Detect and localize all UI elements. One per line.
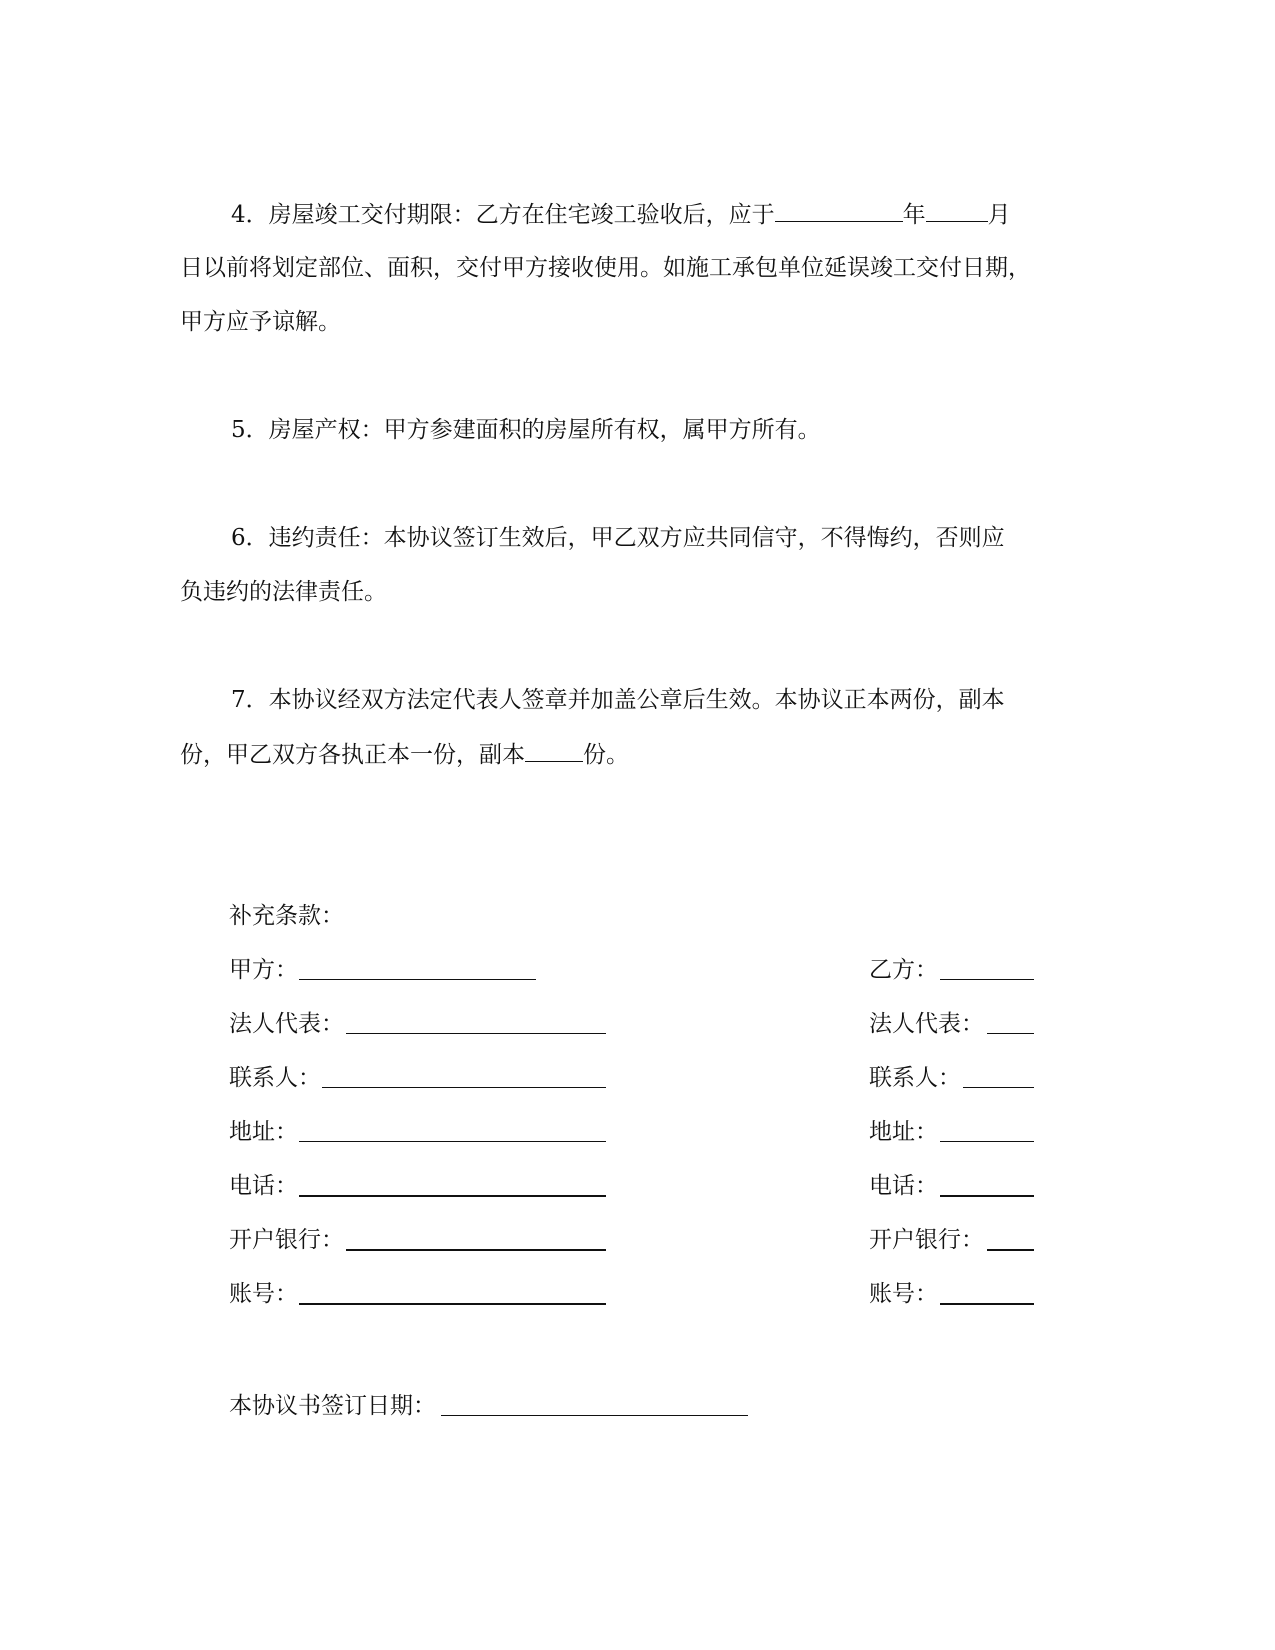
clause-4-line-2: 日以前将划定部位、面积，交付甲方接收使用。如施工承包单位延误竣工交付日期， bbox=[180, 255, 1031, 281]
party-b-contact-label: 联系人： bbox=[869, 1065, 961, 1091]
party-a-phone-label: 电话： bbox=[229, 1173, 298, 1199]
party-a-address-field[interactable] bbox=[299, 1141, 606, 1142]
party-b-name-label: 乙方： bbox=[869, 957, 938, 983]
party-a-name-label: 甲方： bbox=[229, 957, 298, 983]
signing-date-label: 本协议书签订日期： bbox=[229, 1393, 436, 1419]
clause-5-line-1 bbox=[231, 415, 821, 445]
party-a-account-field[interactable] bbox=[299, 1303, 606, 1305]
month-label: 月 bbox=[987, 202, 1011, 228]
party-b-phone-label: 电话： bbox=[869, 1173, 938, 1199]
clause-6-number: 6． bbox=[231, 525, 269, 551]
clause-4-number: 4． bbox=[231, 202, 269, 228]
year-label: 年 bbox=[902, 202, 926, 228]
year-blank[interactable] bbox=[775, 199, 903, 222]
clause-5-text: 房屋产权：甲方参建面积的房屋所有权，属甲方所有。 bbox=[268, 417, 821, 443]
party-a-contact-label: 联系人： bbox=[229, 1065, 321, 1091]
party-a-address-label: 地址： bbox=[229, 1119, 298, 1145]
party-b-address-label: 地址： bbox=[869, 1119, 938, 1145]
party-b-rep-label: 法人代表： bbox=[869, 1011, 984, 1037]
party-a-rep-field[interactable] bbox=[346, 1033, 606, 1034]
clause-4-line-3: 甲方应予谅解。 bbox=[180, 309, 341, 335]
clause-7-text-b: 份。 bbox=[583, 742, 629, 768]
clause-7-line-2 bbox=[180, 739, 629, 770]
clause-6-line-1 bbox=[231, 523, 1005, 553]
party-a-account-label: 账号： bbox=[229, 1281, 298, 1307]
party-b-account-field[interactable] bbox=[940, 1303, 1034, 1305]
party-a-rep-label: 法人代表： bbox=[229, 1011, 344, 1037]
party-b-bank-label: 开户银行： bbox=[869, 1227, 984, 1253]
clause-4-line-1 bbox=[231, 199, 1011, 230]
party-b-account-label: 账号： bbox=[869, 1281, 938, 1307]
party-b-contact-field[interactable] bbox=[963, 1087, 1034, 1088]
party-b-bank-field[interactable] bbox=[987, 1249, 1034, 1251]
party-a-phone-field[interactable] bbox=[299, 1195, 606, 1197]
party-b-rep-field[interactable] bbox=[987, 1033, 1034, 1034]
party-b-phone-field[interactable] bbox=[940, 1195, 1034, 1197]
supplement-label: 补充条款： bbox=[229, 903, 344, 929]
party-a-bank-field[interactable] bbox=[346, 1249, 606, 1251]
clause-6-text: 违约责任：本协议签订生效后，甲乙双方应共同信守，不得悔约，否则应 bbox=[268, 525, 1005, 551]
clause-6-line-2: 负违约的法律责任。 bbox=[180, 579, 387, 605]
party-a-contact-field[interactable] bbox=[322, 1087, 606, 1088]
clause-7-text-a: 份，甲乙双方各执正本一份，副本 bbox=[180, 742, 525, 768]
party-b-name-field[interactable] bbox=[940, 979, 1034, 980]
clause-7-number: 7． bbox=[231, 687, 269, 713]
party-b-address-field[interactable] bbox=[940, 1141, 1034, 1142]
copies-blank[interactable] bbox=[525, 739, 583, 762]
clause-4-text: 房屋竣工交付期限：乙方在住宅竣工验收后，应于 bbox=[268, 202, 775, 228]
clause-7-text: 本协议经双方法定代表人签章并加盖公章后生效。本协议正本两份，副本 bbox=[268, 687, 1005, 713]
signing-date-field[interactable] bbox=[441, 1415, 748, 1416]
clause-7-line-1 bbox=[231, 685, 1005, 715]
month-blank[interactable] bbox=[926, 199, 988, 222]
party-a-bank-label: 开户银行： bbox=[229, 1227, 344, 1253]
clause-5-number: 5． bbox=[231, 417, 269, 443]
party-a-name-field[interactable] bbox=[299, 979, 536, 980]
